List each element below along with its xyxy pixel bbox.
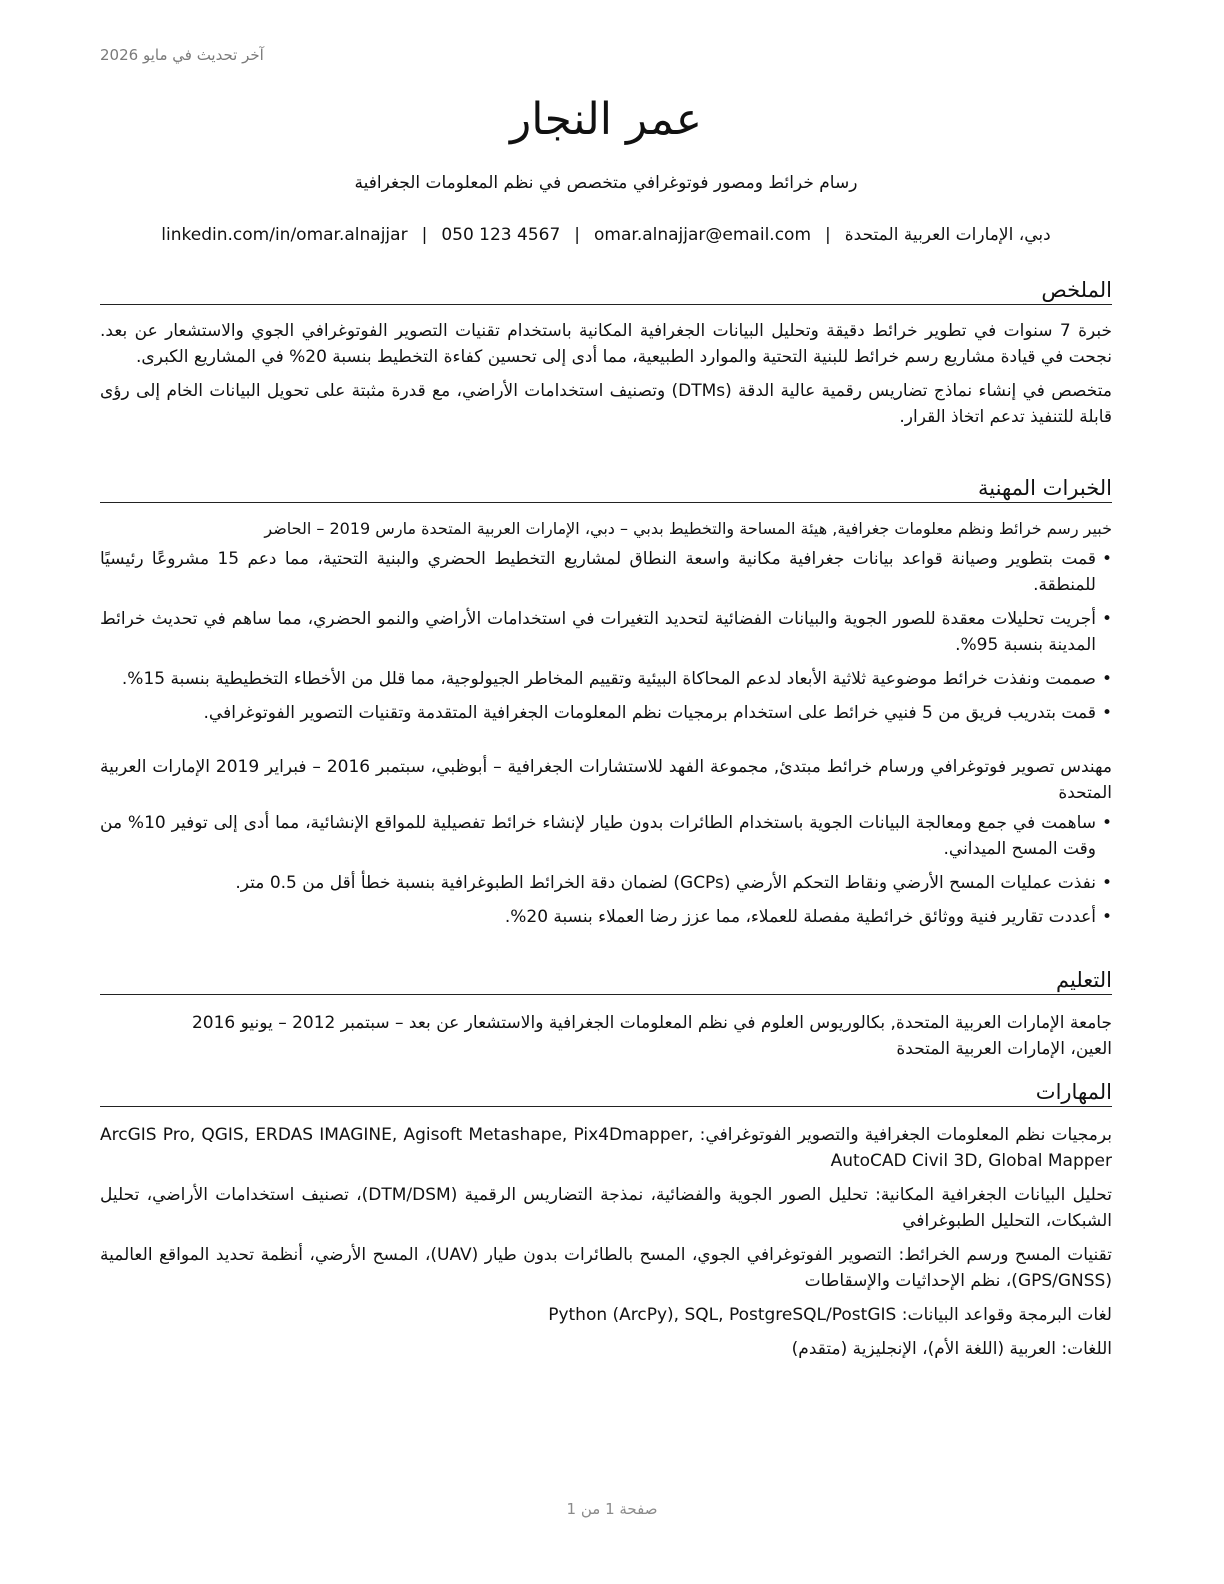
skill-item: برمجيات نظم المعلومات الجغرافية والتصوير الفوتوغرافي: ArcGIS Pro, QGIS, ERDAS IMAGINE, Agisoft Metashape, Pix4Dmapper, AutoCAD Civil 3D, Global Mapper [100, 1125, 1112, 1171]
last-updated: آخر تحديث في مايو 2026 [100, 46, 264, 64]
education-line: جامعة الإمارات العربية المتحدة, بكالوريوس العلوم في نظم المعلومات الجغرافية والاستشعار عن بعد – سبتمبر 2012 – يونيو 2016 [191, 1013, 1112, 1033]
job-header: خبير رسم خرائط ونظم معلومات جغرافية, هيئة المساحة والتخطيط بدبي – دبي، الإمارات العربية المتحدة مارس 2019 – الحاضر [264, 519, 1112, 538]
contact-line [100, 222, 1112, 248]
education-section [100, 1010, 1112, 1062]
job-bullet: • صممت ونفذت خرائط موضوعية ثلاثية الأبعاد لدعم المحاكاة البيئية وتقييم المخاطر الجيولوجية، مما قلل من الأخطاء التخطيطية بنسبة 15%. [100, 666, 1112, 692]
skill-item: اللغات: العربية (اللغة الأم)، الإنجليزية (متقدم) [791, 1339, 1112, 1359]
experience-section [100, 516, 1112, 938]
page-number: صفحة 1 من 1 [566, 1500, 658, 1518]
skills-heading: المهارات [100, 1078, 1112, 1107]
contact-location: دبي، الإمارات العربية المتحدة [844, 225, 1051, 245]
skill-item: تحليل البيانات الجغرافية المكانية: تحليل الصور الجوية والفضائية، نمذجة التضاريس الرقمية (DTM/DSM)، تصنيف استخدامات الأراضي، تحليل الشبكات، التحليل الطبوغرافي [100, 1185, 1113, 1231]
skill-item: لغات البرمجة وقواعد البيانات: Python (ArcPy), SQL, PostgreSQL/PostGIS [548, 1305, 1112, 1325]
contact-separator: | [574, 225, 581, 245]
candidate-title: رسام خرائط ومصور فوتوغرافي متخصص في نظم المعلومات الجغرافية [354, 173, 858, 193]
job-bullet: • قمت بتطوير وصيانة قواعد بيانات جغرافية مكانية واسعة النطاق لمشاريع التخطيط الحضري والبنية التحتية، مما دعم 15 مشروعًا رئيسيًا للمنطقة. [100, 546, 1112, 598]
job-bullet: • أجريت تحليلات معقدة للصور الجوية والبيانات الفضائية لتحديد التغيرات في استخدامات الأراضي والنمو الحضري، مما ساهم في تحديث خرائط المدينة بنسبة 95%. [100, 606, 1112, 658]
contact-email[interactable]: omar.alnajjar@email.com [594, 225, 812, 245]
job-bullets [100, 810, 1112, 930]
contact-phone: 050 123 4567 [441, 225, 561, 245]
skill-item: تقنيات المسح ورسم الخرائط: التصوير الفوتوغرافي الجوي، المسح بالطائرات بدون طيار (UAV)، المسح الأرضي، أنظمة تحديد المواقع العالمية (GPS/GNSS)، نظم الإحداثيات والإسقاطات [100, 1245, 1112, 1291]
contact-separator: | [825, 225, 831, 245]
experience-heading: الخبرات المهنية [100, 474, 1112, 503]
job-bullet: • قمت بتدريب فريق من 5 فنيي خرائط على استخدام برمجيات نظم المعلومات الجغرافية المتقدمة وتقنيات التصوير الفوتوغرافي. [100, 700, 1112, 726]
job-bullet: • نفذت عمليات المسح الأرضي ونقاط التحكم الأرضي (GCPs) لضمان دقة الخرائط الطبوغرافية بنسبة خطأ أقل من 0.5 متر. [100, 870, 1112, 896]
education-heading: التعليم [100, 966, 1112, 995]
job-bullet: • ساهمت في جمع ومعالجة البيانات الجوية باستخدام الطائرات بدون طيار لإنشاء خرائط تفصيلية للمواقع الإنشائية، مما أدى إلى توفير 10% من وقت المسح الميداني. [100, 810, 1112, 862]
summary-paragraph: متخصص في إنشاء نماذج تضاريس رقمية عالية الدقة (DTMs) وتصنيف استخدامات الأراضي، مع قدرة مثبتة على تحويل البيانات الخام إلى رؤى قابلة للتنفيذ تدعم اتخاذ القرار. [100, 381, 1112, 427]
summary-paragraph: خبرة 7 سنوات في تطوير خرائط دقيقة وتحليل البيانات الجغرافية المكانية باستخدام تقنيات التصوير الفوتوغرافي الجوي والاستشعار عن بعد. نجحت في قيادة مشاريع رسم خرائط للبنية التحتية والموارد الطبيعية، مما أدى إلى تحسين كفاءة التخطيط بنسبة 20% في المشاريع الكبرى. [100, 321, 1112, 367]
summary-heading: الملخص [100, 276, 1112, 305]
contact-linkedin[interactable]: linkedin.com/in/omar.alnajjar [161, 225, 408, 245]
skills-section [100, 1122, 1112, 1370]
education-location: العين، الإمارات العربية المتحدة [896, 1039, 1112, 1059]
contact-separator: | [421, 225, 428, 245]
candidate-name: عمر النجار [510, 94, 702, 145]
summary-section [100, 318, 1112, 438]
job-header: مهندس تصوير فوتوغرافي ورسام خرائط مبتدئ, مجموعة الفهد للاستشارات الجغرافية – أبوظبي، سبتمبر 2016 – فبراير 2019 الإمارات العربية المتحدة [100, 757, 1112, 803]
job-bullets [100, 546, 1112, 726]
job-bullet: • أعددت تقارير فنية ووثائق خرائطية مفصلة للعملاء، مما عزز رضا العملاء بنسبة 20%. [100, 904, 1112, 930]
